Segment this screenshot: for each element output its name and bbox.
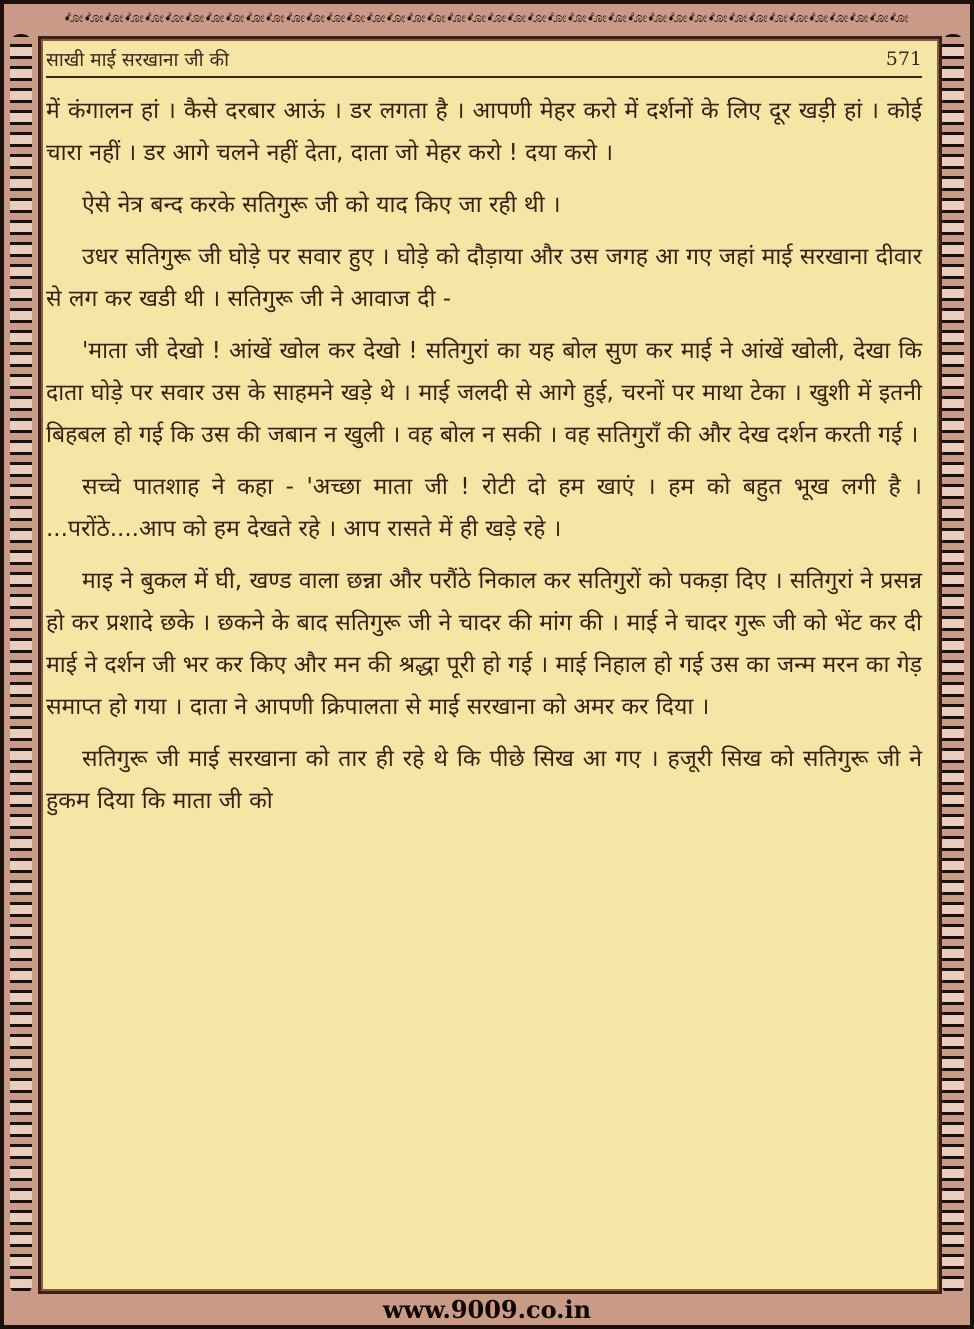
footer-website-link[interactable]: www.9009.co.in bbox=[382, 1295, 592, 1324]
scroll-border-right bbox=[942, 34, 964, 1295]
paragraph: माइ ने बुकल में घी, खण्ड वाला छन्ना और परौंठे निकाल कर सतिगुरों को पकड़ा दिए । सतिगुरां ने प्रसन्न हो कर प्रशादे छके । छकने के बाद सतिगुरू जी ने चादर की मांग की । माई ने चादर गुरू जी को भेंट कर दी माई ने दर्शन जी भर कर किए और मन की श्रद्धा पूरी हो गई । माई निहाल हो गई उस का जन्म मरन का गेड़ समाप्त हो गया । दाता ने आपणी क्रिपालता से माई सरखाना को अमर कर दिया । bbox=[46, 568, 922, 720]
paragraph: सतिगुरू जी माई सरखाना को तार ही रहे थे कि पीछे सिख आ गए । हजूरी सिख को सतिगुरू जी ने हुकम दिया कि माता जी को bbox=[46, 746, 922, 814]
paragraph: में कंगालन हां । कैसे दरबार आऊं । डर लगता है । आपणी मेहर करो में दर्शनों के लिए दूर खड़ी हां । कोई चारा नहीं । डर आगे चलने नहीं देता, दाता जो मेहर करो ! दया करो । bbox=[46, 98, 922, 166]
page-header bbox=[46, 46, 922, 78]
paragraph: 'माता जी देखो ! आंखें खोल कर देखो ! सतिगुरां का यह बोल सुण कर माई ने आंखें खोली, देखा कि दाता घोड़े पर सवार उस के साहमने खड़े थे । माई जलदी से आगे हुई, चरनों पर माथा टेका । खुशी में इतनी बिहबल हो गई कि उस की जबान न खुली । वह बोल न सकी । वह सतिगुराँ की और देख दर्शन करती गई । bbox=[46, 338, 922, 448]
scroll-border-top: •ೋ•ೋ•ೋ•ೋ•ೋ•ೋ•ೋ•ೋ•ೋ•ೋ•ೋ•ೋ•ೋ•ೋ•ೋ•ೋ•ೋ•ೋ•ೋ•ೋ•ೋ•ೋ•ೋ•ೋ•ೋ•ೋ•ೋ•ೋ•ೋ•ೋ•ೋ•ೋ•ೋ•ೋ•ೋ•ೋ•ೋ•ೋ•ೋ•ೋ•ೋ•ೋ bbox=[64, 10, 910, 26]
paragraph: उधर सतिगुरू जी घोड़े पर सवार हुए । घोड़े को दौड़ाया और उस जगह आ गए जहां माई सरखाना दीवार से लग कर खडी थी । सतिगुरू जी ने आवाज दी - bbox=[46, 244, 922, 312]
page-title: साखी माई सरखाना जी की bbox=[46, 49, 230, 71]
scroll-border-left bbox=[10, 34, 32, 1295]
paragraph: ऐसे नेत्र बन्द करके सतिगुरू जी को याद किए जा रही थी । bbox=[82, 192, 561, 218]
page-number: 571 bbox=[885, 48, 922, 70]
paragraph: सच्चे पातशाह ने कहा - 'अच्छा माता जी ! रोटी दो हम खाएं । हम को बहुत भूख लगी है । ...परोंठे....आप को हम देखते रहे । आप रासते में ही खड़े रहे । bbox=[46, 474, 922, 542]
page-content bbox=[46, 90, 922, 832]
